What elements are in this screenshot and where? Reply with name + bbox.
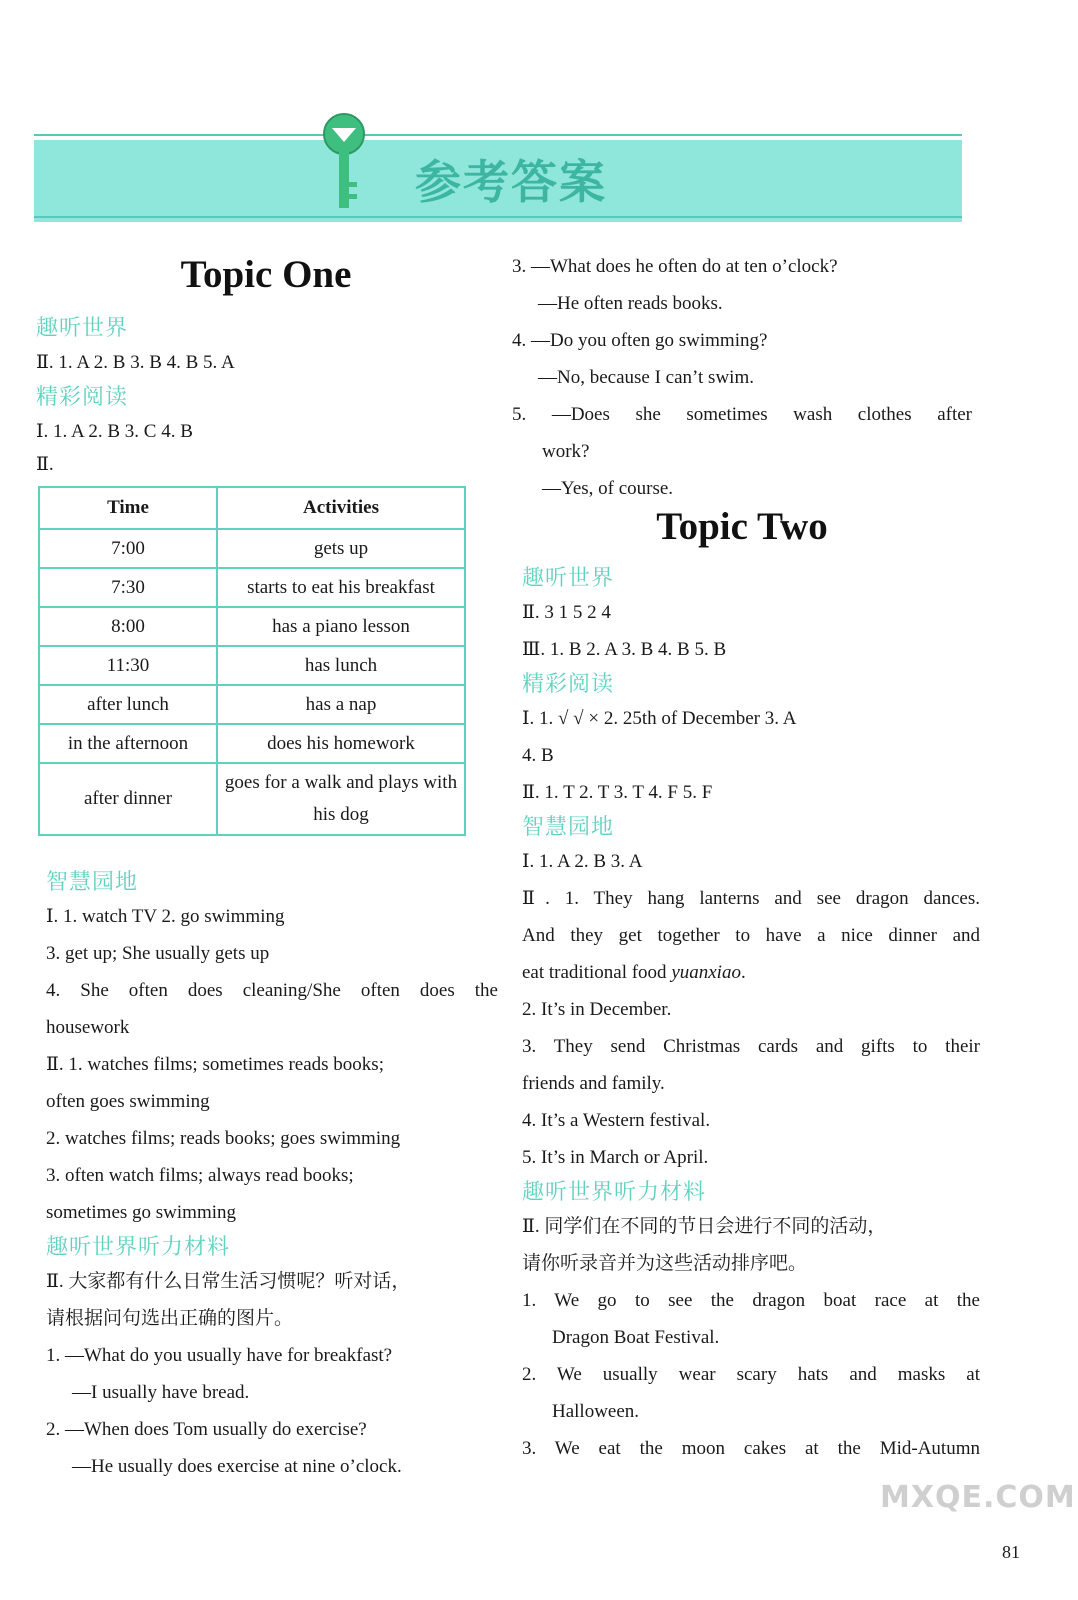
header-activities: Activities [217,487,465,529]
transcript-line: 2. —When does Tom usually do exercise? [46,1419,367,1440]
answer-line: Ⅰ. 1. watch TV 2. go swimming [46,906,285,927]
transcript-line: —He usually does exercise at nine o’clock. [72,1456,402,1477]
answer-line: 2. It’s in December. [522,999,672,1020]
answer-text: eat traditional food [522,962,672,983]
time-cell: after lunch [39,685,217,724]
left-answers-top [36,312,496,480]
banner-bottom-line [34,216,962,218]
section-heading: 趣听世界 [522,565,615,590]
transcript-line: 请你听录音并为这些活动排序吧。 [522,1253,808,1274]
transcript-line: 3. We eat the moon cakes at the Mid-Autumn [522,1438,980,1459]
period: . [740,962,746,983]
transcript-line: work? [542,441,590,462]
activity-cell: has a piano lesson [217,607,465,646]
topic-one-title: Topic One [180,253,352,296]
answer-line: 3. get up; She usually gets up [46,943,270,964]
answer-line: Ⅱ. 1. A 2. B 3. B 4. B 5. A [36,352,235,373]
transcript-line: 5. —Does she sometimes wash clothes after [512,404,972,425]
table-row [39,607,465,646]
answer-line: Ⅰ. 1. A 2. B 3. A [522,851,643,872]
answer-line: Ⅰ. 1. A 2. B 3. C 4. B [36,421,193,442]
table-row [39,763,465,835]
answer-line: Ⅱ. 3 1 5 2 4 [522,602,611,623]
transcript-line: Dragon Boat Festival. [552,1327,720,1348]
right-answers-top [512,248,972,507]
answer-line: Ⅱ. 1. T 2. T 3. T 4. F 5. F [522,782,713,803]
activity-cell: does his homework [217,724,465,763]
activity-cell: has lunch [217,646,465,685]
transcript-line: —Yes, of course. [542,478,674,499]
watermark-logo: MXQE.COM [880,1480,1076,1515]
activity-cell: starts to eat his breakfast [217,568,465,607]
time-cell: 11:30 [39,646,217,685]
topic-two-title: Topic Two [656,505,828,548]
table-header-row [39,487,465,529]
banner-title: 参考答案 [415,157,607,208]
answer-line: 2. watches films; reads books; goes swimming [46,1128,401,1149]
transcript-line: —He often reads books. [538,293,723,314]
key-icon [318,112,370,212]
answer-line: often goes swimming [46,1091,210,1112]
answer-line: Ⅱ. 1. They hang lanterns and see dragon dances. [522,888,980,909]
banner-top-line [34,134,962,136]
table-row [39,568,465,607]
page-number: 81 [1002,1542,1020,1562]
answer-line: 3. often watch films; always read books; [46,1165,354,1186]
activity-cell: has a nap [217,685,465,724]
right-answers-bottom [522,562,980,1467]
answer-line: Ⅰ. 1. √ √ × 2. 25th of December 3. A [522,708,797,729]
section-heading: 精彩阅读 [522,671,615,696]
answer-line: Ⅱ. [36,454,54,475]
table-row [39,685,465,724]
transcript-line: Ⅱ. 大家都有什么日常生活习惯呢？听对话， [46,1271,411,1292]
answer-line: Ⅱ. 1. watches films; sometimes reads books; [46,1054,384,1075]
answer-line: 3. They send Christmas cards and gifts to their [522,1036,980,1057]
time-cell: 8:00 [39,607,217,646]
activity-cell: goes for a walk and plays with his dog [217,763,465,835]
schedule-table [38,486,466,836]
section-heading: 智慧园地 [522,814,615,839]
answer-line: And they get together to have a nice dinner and [522,925,980,946]
transcript-line: 3. —What does he often do at ten o’clock? [512,256,838,277]
section-heading: 精彩阅读 [36,384,129,409]
pinyin-term: yuanxiao [671,962,741,983]
time-cell: after dinner [39,763,217,835]
section-heading: 智慧园地 [46,869,139,894]
transcript-line: 2. We usually wear scary hats and masks at [522,1364,980,1385]
section-heading: 趣听世界听力材料 [46,1234,231,1259]
transcript-line: 4. —Do you often go swimming? [512,330,768,351]
activity-cell: gets up [217,529,465,568]
transcript-line: 1. We go to see the dragon boat race at the [522,1290,980,1311]
transcript-line: 请根据问句选出正确的图片。 [46,1308,294,1329]
answer-line: housework [46,1017,130,1038]
transcript-line: —I usually have bread. [72,1382,250,1403]
answer-line: 4. It’s a Western festival. [522,1110,711,1131]
table-row [39,529,465,568]
transcript-line: 1. —What do you usually have for breakfast? [46,1345,393,1366]
transcript-line: Ⅱ. 同学们在不同的节日会进行不同的活动， [522,1216,887,1237]
answer-line: 4. She often does cleaning/She often does the [46,980,498,1001]
time-cell: in the afternoon [39,724,217,763]
answer-line: 4. B [522,745,554,766]
answer-line [522,954,980,991]
table-row [39,646,465,685]
answer-line: friends and family. [522,1073,665,1094]
topic-two-heading [512,504,972,549]
transcript-line: Halloween. [552,1401,640,1422]
transcript-line: —No, because I can’t swim. [538,367,754,388]
table-row [39,724,465,763]
section-heading: 趣听世界 [36,315,129,340]
section-heading: 趣听世界听力材料 [522,1179,707,1204]
left-column [36,252,496,297]
answer-line: 5. It’s in March or April. [522,1147,709,1168]
time-cell: 7:00 [39,529,217,568]
left-answers-bottom [46,866,498,1485]
answer-line: sometimes go swimming [46,1202,236,1223]
header-time: Time [39,487,217,529]
time-cell: 7:30 [39,568,217,607]
answer-line: Ⅲ. 1. B 2. A 3. B 4. B 5. B [522,639,727,660]
